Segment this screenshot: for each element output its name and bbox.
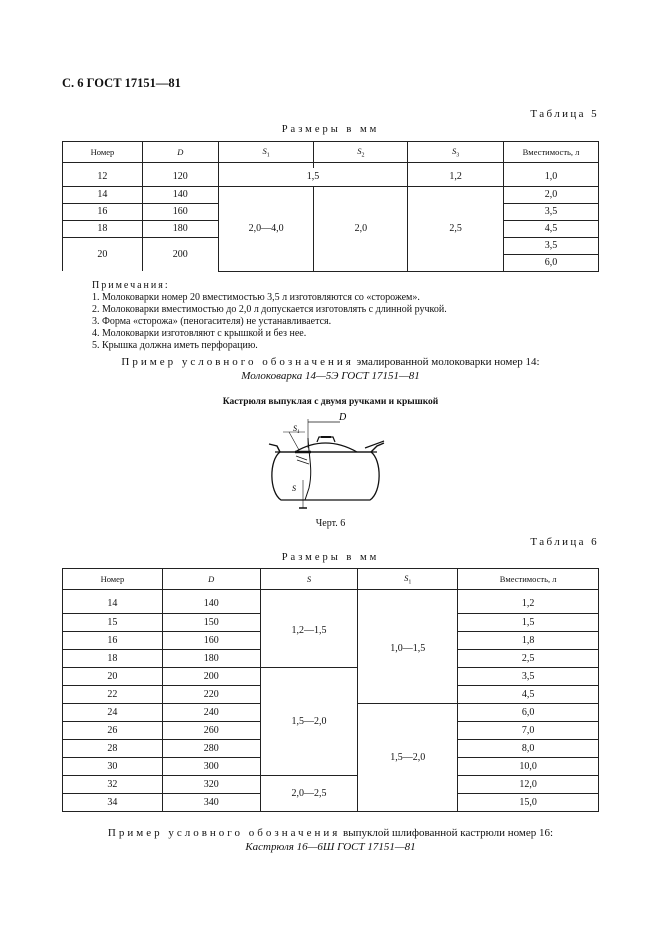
table5-s12-first: 1,5 (218, 168, 408, 186)
table-row: 18 180 4,5 (63, 220, 599, 237)
table6-s-a: 1,2—1,5 (260, 595, 358, 667)
table-row: 34 340 15,0 (63, 793, 599, 811)
table-row: 28 280 8,0 (63, 739, 599, 757)
table-row: 18 180 2,5 (63, 649, 599, 667)
table5-header-s2: $S_2$ (314, 142, 408, 163)
table6-header-number: Номер (63, 569, 163, 590)
table6-s-b: 1,5—2,0 (260, 667, 358, 775)
table5-s3-first: 1,2 (408, 168, 504, 186)
table5-sizes-caption: Размеры в мм (281, 124, 380, 135)
note-item: 1. Молоковарки номер 20 вместимостью 3,5 л изготовляются со «сторожем». (92, 292, 420, 303)
table6-header-capacity: Вместимость, л (458, 569, 599, 590)
designation-2: Кастрюля 16—6Ш ГОСТ 17151—81 (245, 841, 416, 853)
pot-drawing (255, 408, 395, 514)
table-row: 20 200 3,5 (63, 237, 599, 254)
figure-title: Кастрюля выпуклая с двумя ручками и крышкой (222, 397, 439, 407)
note-item: 4. Молоковарки изготовляют с крышкой и без нее. (92, 328, 307, 339)
table6-s1-a: 1,0—1,5 (358, 595, 458, 703)
note-item: 3. Форма «сторожа» (пеногасителя) не устанавливается. (92, 316, 332, 327)
table5 (62, 141, 599, 272)
table-row: 16 160 1,8 (63, 631, 599, 649)
table6-header-s: S (260, 569, 358, 590)
table5-s1-rest: 2,0—4,0 (218, 186, 314, 271)
table-row: 14 140 1,2—1,5 1,0—1,5 1,2 (63, 595, 599, 613)
table-row: 26 260 7,0 (63, 721, 599, 739)
label-d: D (339, 412, 347, 423)
table6-s1-b: 1,5—2,0 (358, 703, 458, 811)
table6-header-d: D (162, 569, 260, 590)
designation-example-2: Пример условного обозначения выпуклой шлифованной кастрюли номер 16: Кастрюля 16—6Ш ГОСТ 17151—81 (62, 826, 599, 854)
table6-header-s1: $S_1$ (358, 569, 458, 590)
table-row: 16 160 3,5 (63, 203, 599, 220)
table-row: 15 150 1,5 (63, 613, 599, 631)
table-row: 12 120 1,5 1,2 1,0 (63, 168, 599, 186)
table5-header-row (63, 142, 599, 163)
notes (92, 280, 447, 352)
table5-header-d: D (142, 142, 218, 163)
table-row: 14 140 2,0—4,0 2,0 2,5 2,0 (63, 186, 599, 203)
table5-label: Таблица 5 (530, 108, 599, 120)
table5-header-s1: $S_1$ (218, 142, 314, 163)
table6-sizes-caption: Размеры в мм (281, 552, 380, 563)
page-header: С. 6 ГОСТ 17151—81 (62, 76, 181, 90)
table6 (62, 568, 599, 812)
table5-header-number: Номер (63, 142, 143, 163)
table-row: 32 320 2,0—2,5 12,0 (63, 775, 599, 793)
designation-example-1: Пример условного обозначения эмалированной молоковарки номер 14: Молоковарка 14—5Э ГОСТ 17151—81 (62, 355, 599, 383)
table-row: 24 240 1,5—2,0 6,0 (63, 703, 599, 721)
designation-1: Молоковарка 14—5Э ГОСТ 17151—81 (241, 370, 420, 382)
table5-s2-rest: 2,0 (314, 186, 408, 271)
table5-s3-rest: 2,5 (408, 186, 504, 271)
notes-title: Примечания: (92, 280, 170, 291)
table-row: 20 200 1,5—2,0 3,5 (63, 667, 599, 685)
table-row: 30 300 10,0 (63, 757, 599, 775)
note-item: 5. Крышка должна иметь перфорацию. (92, 340, 258, 351)
label-s1: $S_1$ (293, 424, 300, 435)
note-item: 2. Молоковарки вместимостью до 2,0 л допускается изготовлять с длинной ручкой. (92, 304, 447, 315)
table6-header-row (63, 569, 599, 590)
table6-s-c: 2,0—2,5 (260, 775, 358, 811)
figure-caption: Черт. 6 (315, 518, 346, 529)
table-row: 6,0 (63, 254, 599, 271)
table5-header-s3: $S_3$ (408, 142, 504, 163)
table5-header-capacity: Вместимость, л (504, 142, 599, 163)
table6-label: Таблица 6 (530, 536, 599, 548)
table-row: 22 220 4,5 (63, 685, 599, 703)
label-s: S (292, 484, 296, 493)
